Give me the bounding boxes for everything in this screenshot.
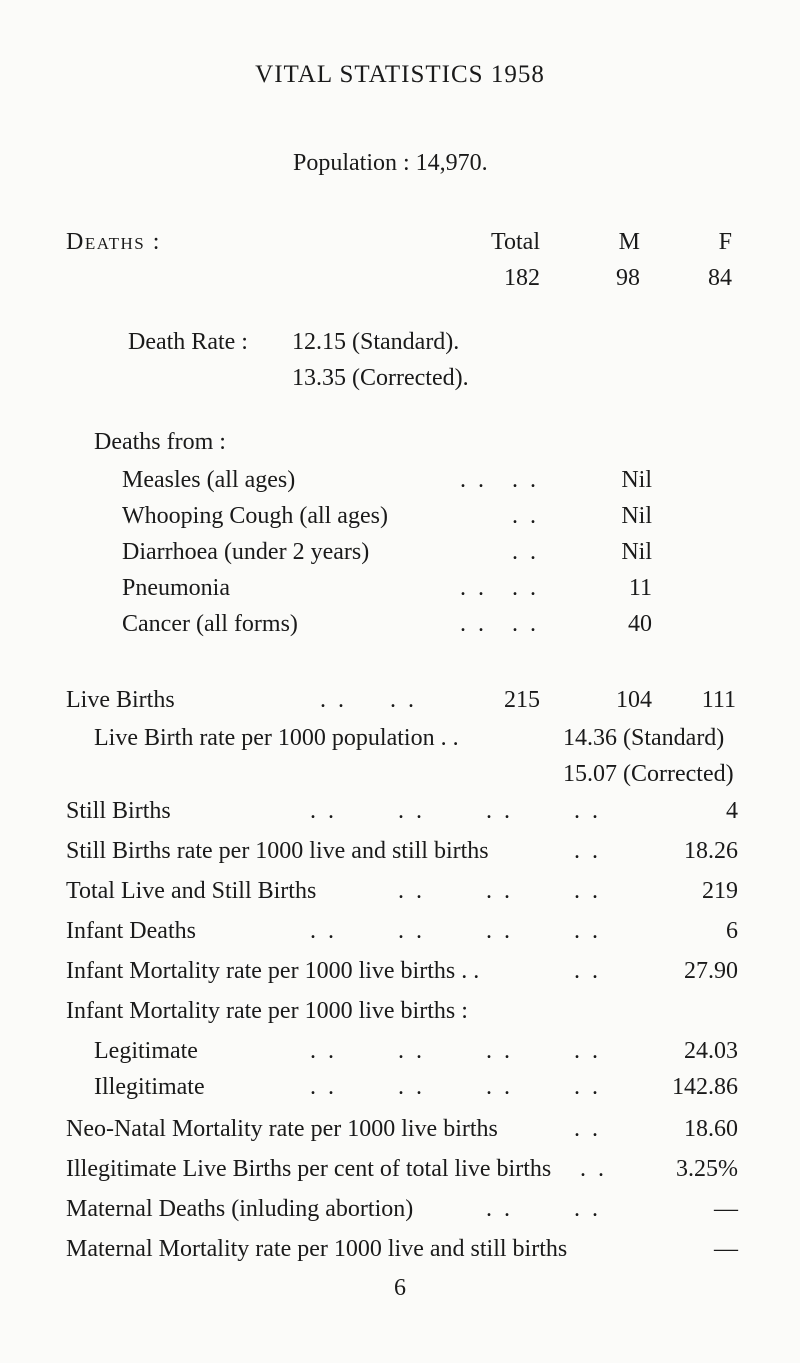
- leader-dots: . .: [486, 798, 513, 824]
- deaths-total: 182: [504, 265, 540, 291]
- cause-label: Pneumonia: [122, 575, 230, 601]
- leader-dots: . .: [398, 1038, 425, 1064]
- leader-dots: . .: [574, 1116, 601, 1142]
- stat-label: Maternal Mortality rate per 1000 live and still births: [66, 1236, 568, 1262]
- leader-dots: . .: [574, 878, 601, 904]
- page-number: 6: [394, 1275, 406, 1301]
- population-line: Population : 14,970.: [293, 150, 488, 176]
- stat-label: Still Births rate per 1000 live and still births: [66, 838, 489, 864]
- leader-dots: . .: [486, 878, 513, 904]
- cause-label: Measles (all ages): [122, 467, 296, 493]
- cause-value: 40: [628, 611, 652, 637]
- stat-label: Infant Deaths: [66, 918, 196, 944]
- leader-dots: . .: [574, 798, 601, 824]
- deaths-m: 98: [616, 265, 640, 291]
- live-births-label: Live Births: [66, 687, 175, 713]
- cause-value: 11: [628, 575, 652, 601]
- leader-dots: . .: [574, 1074, 601, 1100]
- leader-dots: . .: [310, 1038, 337, 1064]
- cause-label: Diarrhoea (under 2 years): [122, 539, 370, 565]
- leader-dots: . .: [512, 539, 539, 565]
- leader-dots: . .: [460, 575, 487, 601]
- leader-dots: . .: [486, 1074, 513, 1100]
- stat-label: Maternal Deaths (inluding abortion): [66, 1196, 414, 1222]
- stat-value: 6: [726, 918, 738, 944]
- leader-dots: . .: [574, 1038, 601, 1064]
- live-birth-rate-corrected: 15.07 (Corrected): [563, 761, 734, 787]
- death-rate-corrected: 13.35 (Corrected).: [292, 365, 469, 391]
- leader-dots: . .: [486, 1038, 513, 1064]
- deaths-col-f: F: [718, 229, 732, 255]
- stat-value: 142.86: [672, 1074, 738, 1100]
- page-title: VITAL STATISTICS 1958: [255, 61, 545, 88]
- deaths-from-heading: Deaths from :: [94, 429, 226, 455]
- leader-dots: . .: [574, 918, 601, 944]
- stat-value: 24.03: [684, 1038, 738, 1064]
- live-births-f: 111: [701, 687, 736, 713]
- deaths-label: Deaths :: [66, 229, 161, 255]
- cause-value: Nil: [621, 539, 652, 565]
- leader-dots: . .: [486, 918, 513, 944]
- leader-dots: . .: [310, 798, 337, 824]
- stat-value: —: [714, 1236, 738, 1262]
- stat-label: Total Live and Still Births: [66, 878, 317, 904]
- live-birth-rate-label: Live Birth rate per 1000 population . .: [94, 725, 459, 751]
- live-births-total: 215: [504, 687, 540, 713]
- stat-label: Illegitimate: [94, 1074, 205, 1100]
- leader-dots: . .: [512, 575, 539, 601]
- leader-dots: . .: [460, 467, 487, 493]
- leader-dots: . .: [574, 838, 601, 864]
- stat-value: 4: [726, 798, 738, 824]
- stat-value: 3.25%: [676, 1156, 738, 1182]
- leader-dots: . .: [310, 918, 337, 944]
- deaths-f: 84: [708, 265, 732, 291]
- death-rate-standard: 12.15 (Standard).: [292, 329, 460, 355]
- leader-dots: . .: [390, 687, 417, 713]
- stat-value: —: [714, 1196, 738, 1222]
- leader-dots: . .: [512, 611, 539, 637]
- leader-dots: . .: [486, 1196, 513, 1222]
- leader-dots: . .: [398, 1074, 425, 1100]
- leader-dots: . .: [574, 958, 601, 984]
- stat-label: Infant Mortality rate per 1000 live births . .: [66, 958, 480, 984]
- leader-dots: . .: [320, 687, 347, 713]
- stat-label: Neo-Natal Mortality rate per 1000 live births: [66, 1116, 498, 1142]
- leader-dots: . .: [460, 611, 487, 637]
- leader-dots: . .: [512, 467, 539, 493]
- leader-dots: . .: [398, 798, 425, 824]
- live-births-m: 104: [616, 687, 652, 713]
- cause-value: Nil: [621, 503, 652, 529]
- stat-label: Still Births: [66, 798, 171, 824]
- cause-value: Nil: [621, 467, 652, 493]
- cause-label: Cancer (all forms): [122, 611, 298, 637]
- stat-label: Legitimate: [94, 1038, 198, 1064]
- stat-value: 18.60: [684, 1116, 738, 1142]
- deaths-col-total: Total: [491, 229, 540, 255]
- leader-dots: . .: [580, 1156, 607, 1182]
- death-rate-label: Death Rate :: [128, 329, 248, 355]
- leader-dots: . .: [310, 1074, 337, 1100]
- cause-label: Whooping Cough (all ages): [122, 503, 388, 529]
- stat-value: 219: [702, 878, 738, 904]
- live-birth-rate-standard: 14.36 (Standard): [563, 725, 725, 751]
- stat-value: 18.26: [684, 838, 738, 864]
- leader-dots: . .: [398, 918, 425, 944]
- deaths-col-m: M: [618, 229, 640, 255]
- leader-dots: . .: [512, 503, 539, 529]
- infant-mortality-heading: Infant Mortality rate per 1000 live births :: [66, 998, 468, 1024]
- leader-dots: . .: [574, 1196, 601, 1222]
- stat-label: Illegitimate Live Births per cent of total live births: [66, 1156, 552, 1182]
- leader-dots: . .: [398, 878, 425, 904]
- stat-value: 27.90: [684, 958, 738, 984]
